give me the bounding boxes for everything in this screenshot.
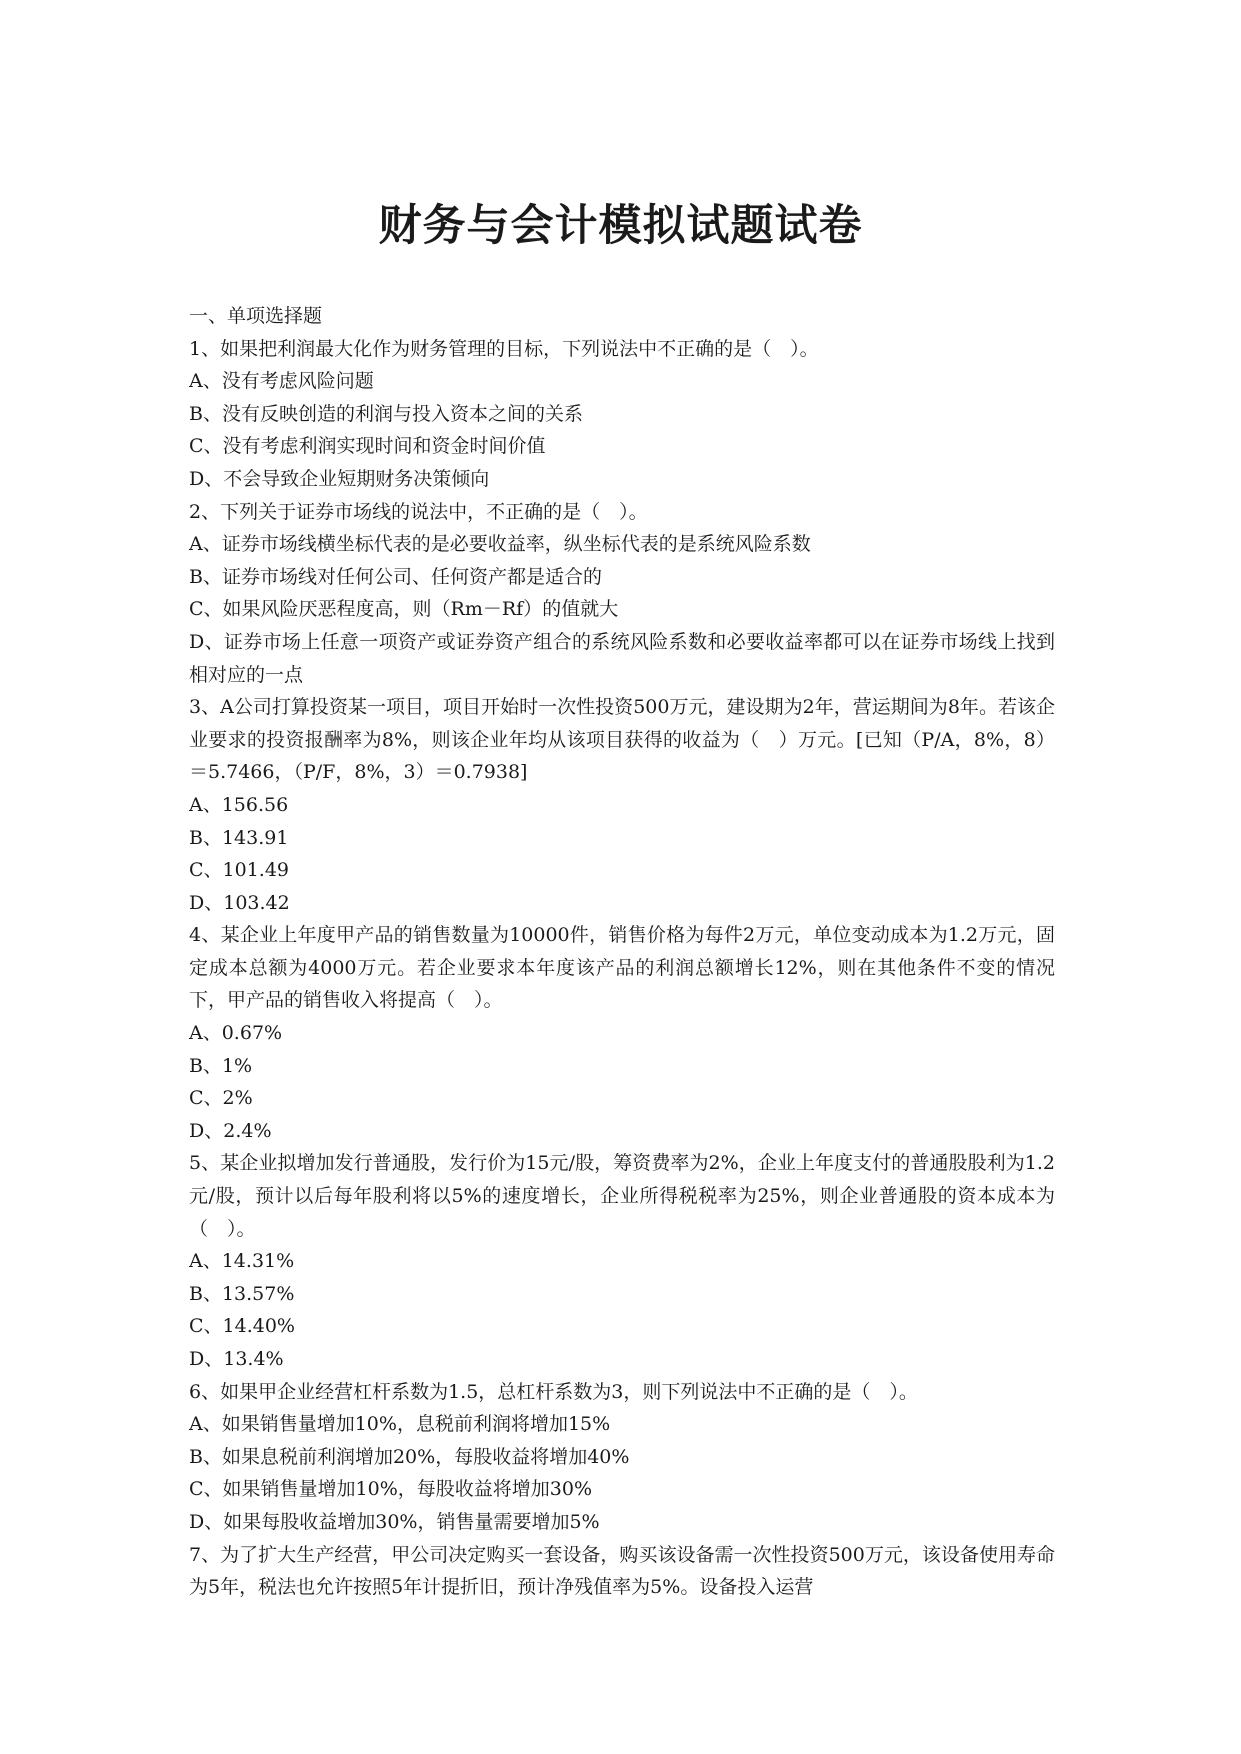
option-a: A、156.56 <box>189 793 289 816</box>
question-7 <box>189 1539 1055 1604</box>
option-b: B、如果息税前利润增加20%，每股收益将增加40% <box>189 1445 630 1468</box>
option-d: D、证券市场上任意一项资产或证券资产组合的系统风险系数和必要收益率都可以在证券市场线上找到相对应的一点 <box>189 630 1055 686</box>
question-5 <box>189 1147 1055 1375</box>
section-heading: 一、单项选择题 <box>189 305 323 327</box>
question-1 <box>189 333 1055 496</box>
option-a: A、如果销售量增加10%，息税前利润将增加15% <box>189 1413 611 1436</box>
document-body <box>189 300 1055 1604</box>
option-a: A、0.67% <box>189 1022 283 1045</box>
option-c: C、没有考虑利润实现时间和资金时间价值 <box>189 435 546 458</box>
question-stem: 7、为了扩大生产经营，甲公司决定购买一套设备，购买该设备需一次性投资500万元，该设备使用寿命为5年，税法也允许按照5年计提折旧，预计净残值率为5%。设备投入运营 <box>189 1543 1055 1599</box>
question-stem: 5、某企业拟增加发行普通股，发行价为15元/股，筹资费率为2%，企业上年度支付的普通股股利为1.2元/股，预计以后每年股利将以5%的速度增长，企业所得税税率为25%，则企业普通股的资本成本为（ ）。 <box>189 1152 1055 1240</box>
option-a: A、没有考虑风险问题 <box>189 370 374 393</box>
option-d: D、如果每股收益增加30%，销售量需要增加5% <box>189 1510 600 1533</box>
question-stem: 2、下列关于证券市场线的说法中，不正确的是（ ）。 <box>189 500 648 523</box>
question-2 <box>189 496 1055 692</box>
option-c: C、如果风险厌恶程度高，则（Rm－Rf）的值就大 <box>189 598 619 621</box>
option-b: B、13.57% <box>189 1282 295 1305</box>
option-a: A、14.31% <box>189 1250 295 1273</box>
option-c: C、如果销售量增加10%，每股收益将增加30% <box>189 1478 592 1501</box>
option-b: B、没有反映创造的利润与投入资本之间的关系 <box>189 402 583 425</box>
option-d: D、不会导致企业短期财务决策倾向 <box>189 467 490 490</box>
option-d: D、13.4% <box>189 1348 284 1370</box>
question-4 <box>189 919 1055 1147</box>
option-d: D、2.4% <box>189 1119 272 1142</box>
option-c: C、2% <box>189 1087 253 1110</box>
question-6 <box>189 1376 1055 1539</box>
question-stem: 1、如果把利润最大化作为财务管理的目标，下列说法中不正确的是（ ）。 <box>189 337 819 360</box>
option-b: B、1% <box>189 1054 253 1077</box>
question-stem: 3、A公司打算投资某一项目，项目开始时一次性投资500万元，建设期为2年，营运期间为8年。若该企业要求的投资报酬率为8%，则该企业年均从该项目获得的收益为（ ）万元。[已知（P/A，8%，8）＝5.7466，（P/F，8%，3）＝0.7938] <box>189 696 1055 784</box>
option-b: B、证券市场线对任何公司、任何资产都是适合的 <box>189 565 602 588</box>
option-a: A、证券市场线横坐标代表的是必要收益率，纵坐标代表的是系统风险系数 <box>189 533 811 556</box>
option-d: D、103.42 <box>189 891 290 914</box>
option-c: C、101.49 <box>189 859 290 882</box>
question-stem: 6、如果甲企业经营杠杆系数为1.5，总杠杆系数为3，则下列说法中不正确的是（ ）。 <box>189 1380 918 1403</box>
option-c: C、14.40% <box>189 1315 295 1338</box>
option-b: B、143.91 <box>189 826 289 849</box>
question-stem: 4、某企业上年度甲产品的销售数量为10000件，销售价格为每件2万元，单位变动成本为1.2万元，固定成本总额为4000万元。若企业要求本年度该产品的利润总额增长12%，则在其他条件不变的情况下，甲产品的销售收入将提高（ ）。 <box>189 924 1055 1012</box>
question-3 <box>189 691 1055 919</box>
page-title: 财务与会计模拟试题试卷 <box>378 201 863 251</box>
